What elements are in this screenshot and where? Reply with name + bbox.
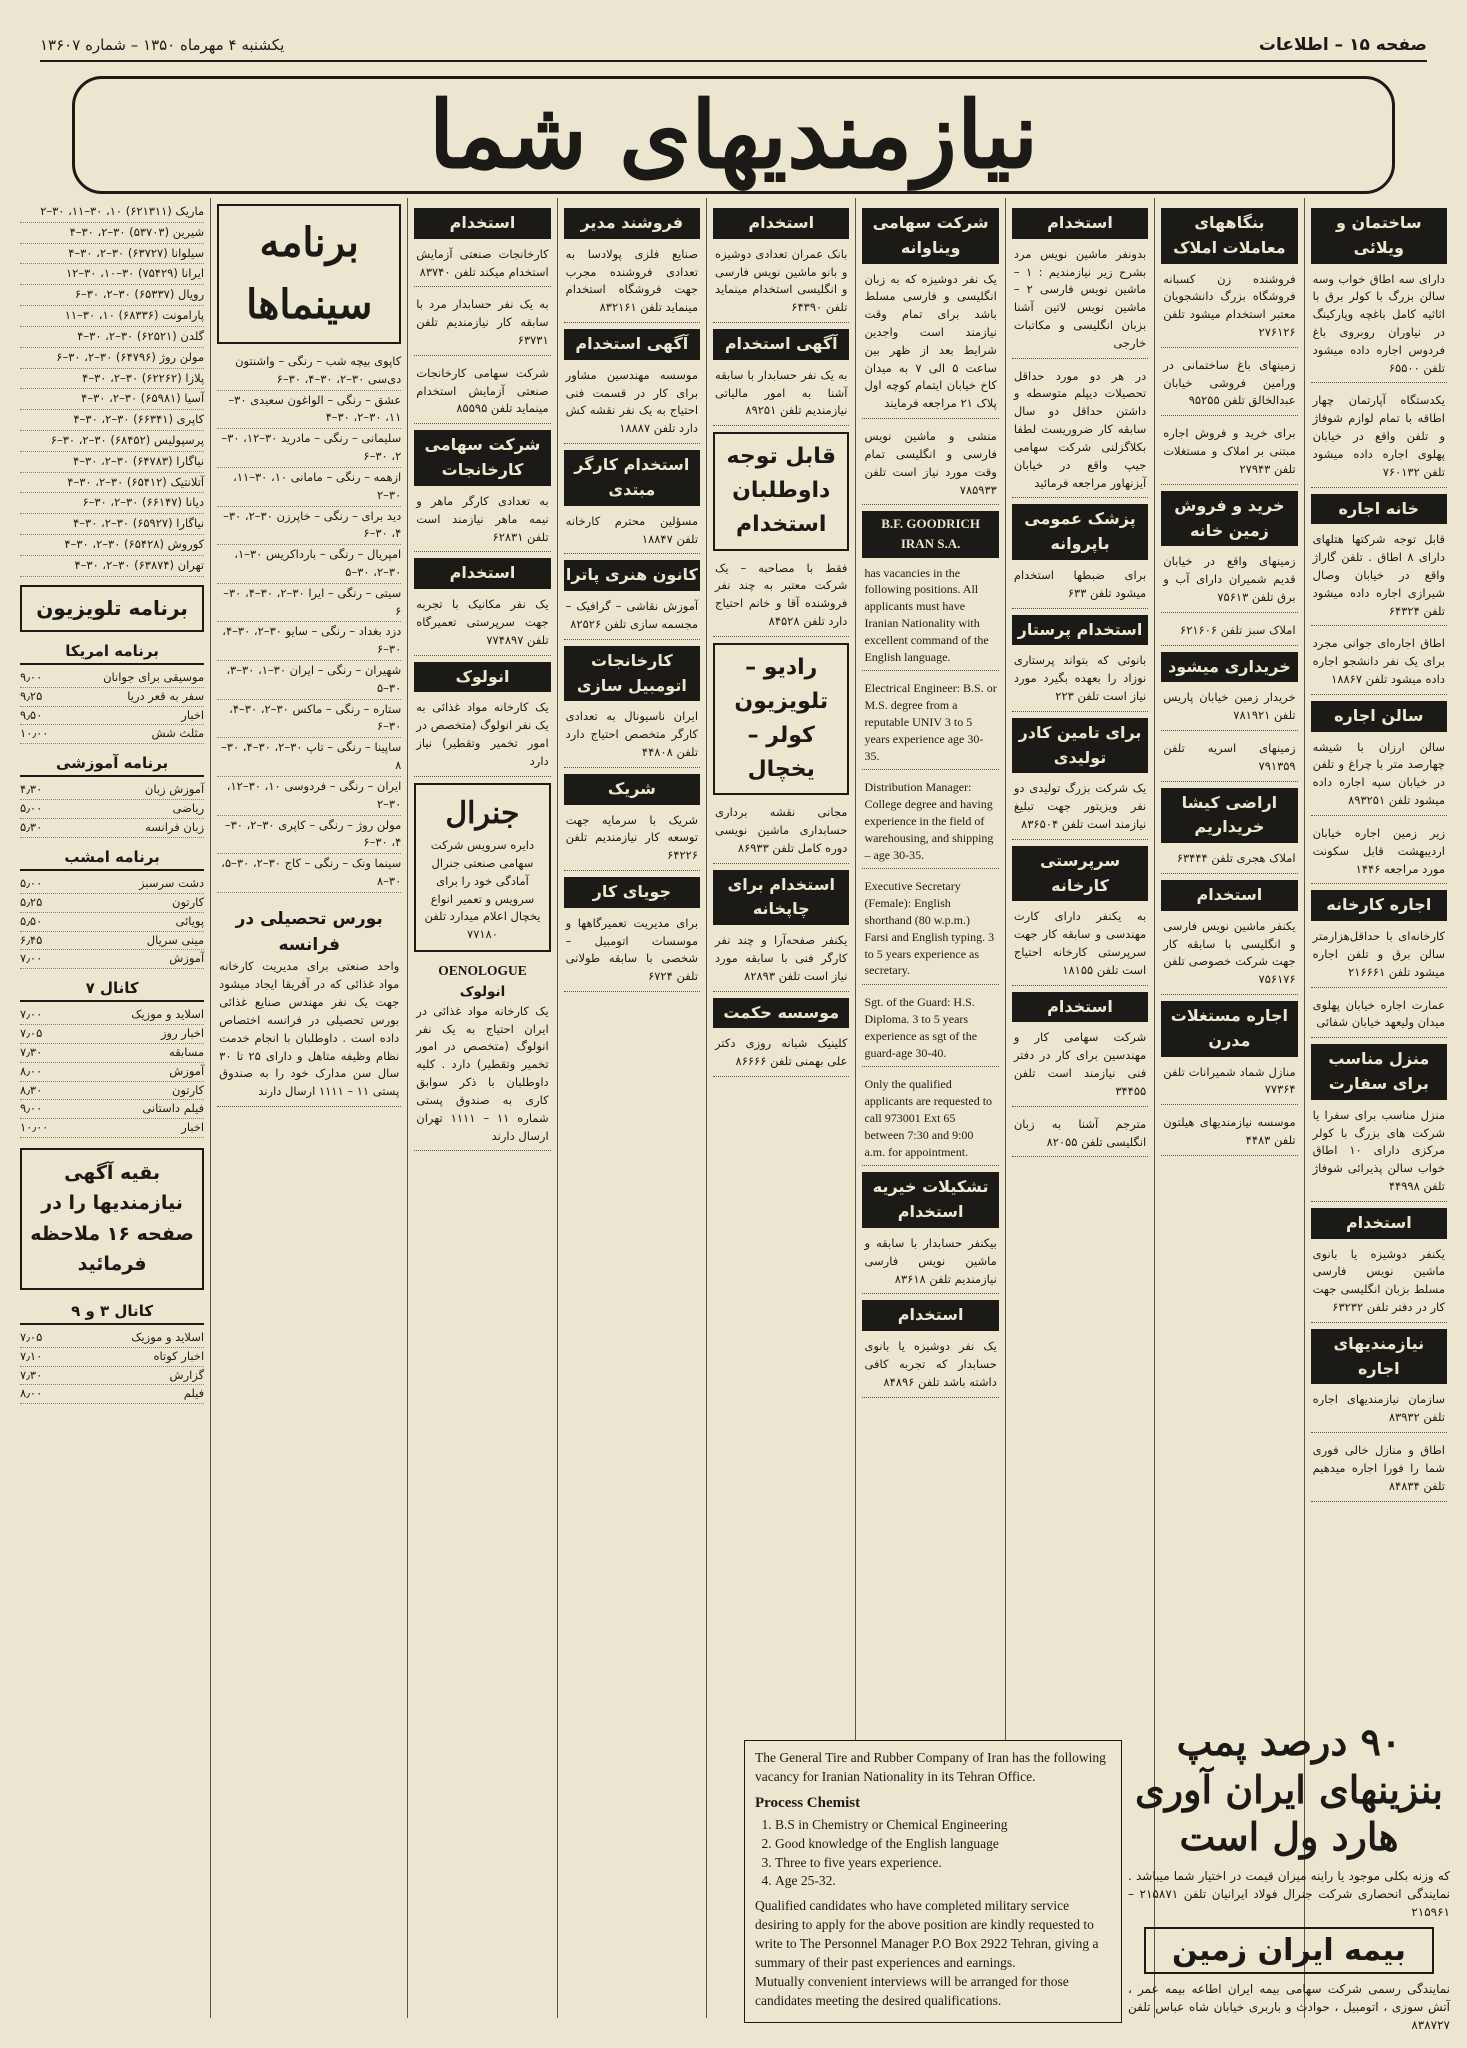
section-heading: استخدام xyxy=(713,208,849,239)
ad-item: عمارت اجاره خیابان پهلوی میدان ولیعهد خیابان شفائی xyxy=(1311,994,1447,1039)
tv-program-time: ۷٫۰۵ xyxy=(20,1329,43,1344)
tv-program-row xyxy=(20,819,204,838)
tv-program-row xyxy=(20,913,204,932)
general-ad xyxy=(414,783,550,952)
tv-program-row xyxy=(20,1025,204,1044)
tv-program-row xyxy=(20,932,204,951)
ad-item: خریدار زمین خیابان پاریس تلفن ۷۸۱۹۲۱ xyxy=(1161,686,1297,731)
cinema-row: ساپینا – رنگی – تاپ ۳۰–۲، ۳۰–۴، ۳۰–۸ xyxy=(217,738,401,777)
ad-item: زیر زمین اجاره خیابان اردیبهشت قابل سکونت مورد مراجعه ۱۴۴۶ xyxy=(1311,822,1447,884)
ad-item: دارای سه اطاق خواب وسه سالن بزرگ با کولر برق با اثاثیه کامل باغچه وپارکینگ در نیاوران روبروی باغ فردوس اجاره داده میشود تلفن ۶۵۵۰۰ xyxy=(1311,268,1447,384)
cinema-row: دید برای – رنگی – خاپرزن ۳۰–۲، ۳۰–۴، ۳۰–۶ xyxy=(217,507,401,546)
ad-item: یک کارخانه مواد غذائی به یک نفر انولوگ (متخصص در امور تخمیر وتقطیر) نیاز دارد xyxy=(414,696,550,776)
tv-channel7-title: کانال ۷ xyxy=(20,977,204,1002)
tv-program-name: مسابقه xyxy=(169,1045,205,1059)
tv-program-time: ۹٫۲۵ xyxy=(20,688,43,703)
page-header xyxy=(40,30,1427,62)
tv-education-title: برنامه آموزشی xyxy=(20,752,204,777)
ad-item: املاک سبز تلفن ۶۲۱۶۰۶ xyxy=(1161,619,1297,646)
cinema-row: نیاگارا (۶۵۹۲۷) ۳۰–۲، ۳۰–۴ xyxy=(20,514,204,535)
tv-program-time: ۷٫۱۰ xyxy=(20,1348,43,1363)
ad-item: به تعدادی کارگر ماهر و نیمه ماهر نیازمند است تلفن ۶۲۸۳۱ xyxy=(414,490,550,552)
section-heading: شرکت سهامی کارخانجات xyxy=(414,430,550,486)
tv-program-row xyxy=(20,800,204,819)
ad-item: بدونفر ماشین نویس مرد بشرح زیر نیازمندیم : ۱ – ماشین نویس فارسی ۲ – ماشین نویس لاتین آشنا بزبان انگلیسی و مکاتبات خارجی xyxy=(1012,243,1148,359)
cinema-row: دزد بغداد – رنگی – سایو ۳۰–۲، ۳۰–۴، ۳۰–۶ xyxy=(217,622,401,661)
tv-program-time: ۷٫۰۰ xyxy=(20,1007,43,1022)
cinema-list xyxy=(217,352,401,893)
tv-program-name: فیلم xyxy=(183,1386,205,1401)
tv-program-row xyxy=(20,1119,204,1138)
column-7 xyxy=(407,198,556,2018)
cinema-row: مولن روژ (۶۴۷۹۶) ۳۰–۲، ۳۰–۶ xyxy=(20,348,204,369)
cinema-row: عشق – رنگی – الواغون سعیدی ۳۰–۱۱، ۳۰–۲، ۳۰–۴ xyxy=(217,391,401,430)
section-heading: اجاره کارخانه xyxy=(1311,890,1447,921)
section-heading: فروشند مدیر xyxy=(564,208,700,239)
page-label: صفحه ۱۵ – اطلاعات xyxy=(1258,35,1427,55)
ad-item: زمینهای اسریه تلفن ۷۹۱۳۵۹ xyxy=(1161,737,1297,782)
ad-item: یک نفر دوشیزه که به زبان انگلیسی و فارسی مسلط باشد برای تمام وقت نیازمند است واجدین شرایط بعد از ظهر بین ساعت ۵ الی ۷ به میدان کاخ خیابان ایتمام کوچه اول پلاک ۲۱ مراجعه فرمایند xyxy=(862,268,998,420)
tv-program-row xyxy=(20,875,204,894)
general-tire-requirements xyxy=(775,1816,1111,1892)
tv-program-time: ۹٫۵۰ xyxy=(20,707,43,722)
ad-item: یک نفر مکانیک با تجربه جهت سرپرستی تعمیرگاه تلفن ۷۷۴۸۹۷ xyxy=(414,593,550,655)
ad-item: has vacancies in the following positions. All applicants must have Iranian Nationality with excellent command of the English language. xyxy=(862,562,998,672)
cinema-row: شهیران – رنگی – ایران ۳۰–۱، ۳۰–۳، ۳۰–۵ xyxy=(217,661,401,700)
tv-channel39-title: کانال ۳ و ۹ xyxy=(20,1300,204,1325)
tv-program-row xyxy=(20,1367,204,1386)
tv-program-row xyxy=(20,1100,204,1119)
tv-program-name: اسلاید و موزیک xyxy=(131,1007,205,1022)
tv-program-time: ۸٫۳۰ xyxy=(20,1082,43,1097)
ad-item: Sgt. of the Guard: H.S. Diploma. 3 to 5 years experience as sgt of the guard-age 30-40. xyxy=(862,991,998,1067)
tv-program-row xyxy=(20,1385,204,1404)
section-heading: کانون هنری پاترا xyxy=(564,560,700,591)
ad-item: یک شرکت بزرگ تولیدی دو نفر ویزیتور جهت تبلیغ نیازمند است تلفن ۸۳۶۵۰۴ xyxy=(1012,777,1148,839)
section-heading: انولوک xyxy=(414,662,550,693)
bourse-ad xyxy=(217,903,401,1107)
promo-body: که وزنه بکلی موجود یا راینه میزان قیمت در اختیار شما میباشد . نمایندگی انحصاری شرکت جنرال فولاد ایرانیان تلفن ۲۱۵۸۷۱ – ۲۱۵۹۶۱ xyxy=(1128,1868,1450,1919)
tv-program-row xyxy=(20,669,204,688)
requirement-item: 4. Age 25-32. xyxy=(775,1872,1111,1891)
requirement-item: 1. B.S in Chemistry or Chemical Engineering xyxy=(775,1816,1111,1835)
tv-program-name: گزارش xyxy=(169,1367,205,1382)
column-8-cinema xyxy=(210,198,407,2018)
ad-item: Distribution Manager: College degree and having experience in the field of warehousing, and shipping – age 30-35. xyxy=(862,776,998,869)
oenologue-ad xyxy=(414,958,550,1151)
cinema-row: پرسپولیس (۶۸۴۵۲) ۳۰–۲، ۳۰–۶ xyxy=(20,431,204,452)
cinema-row: آتلانتیک (۶۵۴۱۲) ۳۰–۲، ۳۰–۴ xyxy=(20,473,204,494)
ad-item: املاک هجری تلفن ۶۳۴۴۴ xyxy=(1161,847,1297,874)
bourse-title: بورس تحصیلی در فرانسه xyxy=(235,908,383,956)
continuation-notice: بقیه آگهی نیازمندیها را در صفحه ۱۶ ملاحظه فرمائید xyxy=(20,1148,204,1290)
insurance-body: نمایندگی رسمی شرکت سهامی بیمه ایران اطاعه بیمه عمر ، آتش سوزی ، اتومبیل ، حوادث و باربری خیابان شاه عباس تلفن ۸۳۸۷۲۷ xyxy=(1128,1981,1450,2032)
section-heading: استخدام xyxy=(1311,1208,1447,1239)
cinema-row: نیاگارا (۶۴۷۸۳) ۳۰–۲، ۳۰–۴ xyxy=(20,452,204,473)
oenologue-title-en: OENOLOGUE xyxy=(438,962,527,978)
section-heading: استخدام پرستار xyxy=(1012,615,1148,646)
section-heading: استخدام xyxy=(414,558,550,589)
ad-item: Electrical Engineer: B.S. or M.S. degree from a reputable UNIV 3 to 5 years experience age 30-35. xyxy=(862,677,998,770)
cinema-row: سیتی – رنگی – ایرا ۳۰–۲، ۳۰–۴، ۳۰–۶ xyxy=(217,584,401,623)
date-line: یکشنبه ۴ مهرماه ۱۳۵۰ – شماره ۱۳۶۰۷ xyxy=(40,36,285,54)
general-tire-intro: The General Tire and Rubber Company of Iran has the following vacancy for Iranian Nationality in its Tehran Office. xyxy=(755,1750,1106,1784)
cinema-row: سیلوانا (۶۳۷۲۷) ۳۰–۲، ۳۰–۴ xyxy=(20,244,204,265)
ad-item: یکنفر صفحه‌آرا و چند نفر کارگر فنی با سابقه مورد نیاز است تلفن ۸۲۸۹۳ xyxy=(713,929,849,991)
tv-america-title: برنامه امریکا xyxy=(20,640,204,665)
cinema-row: کاپری (۶۶۳۴۱) ۳۰–۲، ۳۰–۴ xyxy=(20,410,204,431)
masthead-title: نیازمندیهای شما xyxy=(428,81,1039,189)
tv-program-time: ۷٫۳۰ xyxy=(20,1045,43,1059)
section-heading: خرید و فروش زمین خانه xyxy=(1161,491,1297,547)
tv-program-row xyxy=(20,1329,204,1348)
section-heading: موسسه حکمت xyxy=(713,998,849,1029)
ad-item: یکنفر دوشیزه یا بانوی ماشین نویس فارسی مسلط بزبان انگلیسی جهت کار در دفتر تلفن ۶۳۲۳۲ xyxy=(1311,1243,1447,1323)
section-heading: برای تامین کادر تولیدی xyxy=(1012,718,1148,774)
tv-program-time: ۵٫۰۰ xyxy=(20,876,43,891)
tv-program-time: ۹٫۰۰ xyxy=(20,1101,43,1116)
cinema-row: رویال (۶۵۳۳۷) ۳۰–۲، ۳۰–۶ xyxy=(20,285,204,306)
ad-item: مسؤلین محترم کارخانه تلفن ۱۸۸۴۷ xyxy=(564,510,700,555)
section-heading: شریک xyxy=(564,774,700,805)
requirement-item: 2. Good knowledge of the English language xyxy=(775,1835,1111,1854)
cinema-row: امپریال – رنگی – بارداکریس ۳۰–۱، ۳۰–۲، ۳۰–۵ xyxy=(217,545,401,584)
general-text: دایره سرویس شرکت سهامی صنعتی جنرال آمادگی خود را برای سرویس و تعمیر انواع یخچال اعلام میدارد تلفن ۷۷۱۸۰ xyxy=(424,838,541,942)
ad-item: موسسه نیازمندیهای هیلتون تلفن ۴۴۸۳ xyxy=(1161,1111,1297,1156)
section-heading: خریداری میشود xyxy=(1161,652,1297,683)
tv-program-row xyxy=(20,1348,204,1367)
cinema-row: ازهمه – رنگی – مامانی ۱۰، ۳۰–۱۱، ۳۰–۲ xyxy=(217,468,401,507)
section-heading: B.F. GOODRICH IRAN S.A. xyxy=(862,511,998,557)
tv-program-time: ۴٫۳۰ xyxy=(20,782,43,797)
ad-item: در هر دو مورد حداقل تحصیلات دیپلم متوسطه و داشتن حداقل دو سال سابقه کار ضروریست لطفا بکلاگزلنی شرکت سهامی جیپ واقع در خیابان آیزنهاور مراجعه فرمائید xyxy=(1012,365,1148,499)
tv-program-name: آموزش xyxy=(169,1063,205,1078)
tv-program-row xyxy=(20,781,204,800)
cinema-row: کاپوی بیچه شب – رنگی – واشنتون دی‌سی ۳۰–۲، ۳۰–۴، ۳۰–۶ xyxy=(217,352,401,391)
ad-item: اطاق و منازل خالی فوری شما را فورا اجاره میدهیم تلفن ۸۴۸۳۴ xyxy=(1311,1439,1447,1501)
section-heading: خانه اجاره xyxy=(1311,494,1447,525)
tv-channel39-list xyxy=(20,1329,204,1404)
ad-item: منشی و ماشین نویس فارسی و انگلیسی تمام وقت مورد نیاز است تلفن ۷۸۵۹۳۳ xyxy=(862,425,998,505)
cinema-list-2 xyxy=(20,202,204,577)
section-heading: رادیو – تلویزیون کولر – یخچال xyxy=(713,643,849,795)
column-7-ads xyxy=(414,208,550,777)
tv-program-row xyxy=(20,725,204,744)
tv-program-row xyxy=(20,707,204,726)
ad-item: برای مدیریت تعمیرگاهها و موسسات اتومبیل – شخصی با سابقه طولانی تلفن ۶۷۲۴ xyxy=(564,912,700,992)
general-tire-closing: Qualified candidates who have completed military service desiring to apply for the above position are kindly requested to write to The Personnel Manager P.O Box 2922 Tehran, giving a summary of their past experiences and earnings. xyxy=(755,1898,1099,1971)
tv-education-list xyxy=(20,781,204,837)
ad-item: سالن ارزان با شیشه چهارصد متر با چراغ و تلفن در خیابان سپه اجاره داده میشود تلفن ۸۹۳۲۵۱ xyxy=(1311,736,1447,816)
tv-tonight-title: برنامه امشب xyxy=(20,846,204,871)
general-tire-job: Process Chemist xyxy=(755,1794,861,1811)
section-heading: استخدام xyxy=(414,208,550,239)
section-heading: سرپرستی کارخانه xyxy=(1012,846,1148,902)
cinema-row: ماریک (۶۲۱۳۱۱) ۱۰، ۳۰–۱۱، ۳۰–۲ xyxy=(20,202,204,223)
requirement-item: 3. Three to five years experience. xyxy=(775,1854,1111,1873)
bourse-text: واحد صنعتی برای مدیریت کارخانه مواد غذائی که در آفریقا ایجاد میشود جهت یک نفر مهندس صنایع غذائی بورس تحصیلی در فرانسه اختصاص داده است . داوطلبان با انجام خدمت نظام وظیفه متاهل و دارای ۲۵ تا ۳۰ سال سن مدارک خود را به صندوق پستی ۱۱ – ۱۱۱۱ ارسال دارند xyxy=(219,959,400,1099)
cinema-row: آسیا (۶۵۹۸۱) ۳۰–۲، ۳۰–۴ xyxy=(20,389,204,410)
cinema-row: دیانا (۶۶۱۴۷) ۳۰–۲، ۳۰–۶ xyxy=(20,493,204,514)
masthead xyxy=(72,76,1395,194)
section-heading: استخدام xyxy=(1012,992,1148,1023)
tv-program-name: مینی سریال xyxy=(146,932,205,947)
cinema-row: پارامونت (۶۸۳۳۶) ۱۰، ۳۰–۱۱ xyxy=(20,306,204,327)
ad-item: زمینهای باغ ساختمانی در ورامین فروشی خیابان عبدالخالق تلفن ۹۵۲۵۵ xyxy=(1161,354,1297,416)
oenologue-title-fa: انولوک xyxy=(459,983,506,1000)
ad-item: قابل توجه شرکتها هتلهای دارای ۸ اطاق . تلفن گاراژ واقع در خیابان وصال شیرازی اجاره داده میشود تلفن ۶۴۳۲۴ xyxy=(1311,528,1447,626)
cinema-row: ستاره – رنگی – ماکس ۳۰–۲، ۳۰–۴، ۳۰–۶ xyxy=(217,700,401,739)
ad-item: یکدستگاه آپارتمان چهار اطاقه با تمام لوازم شوفاژ و تلفن واقع در خیابان پهلوی اجاره داده میشود تلفن ۷۶۰۱۳۲ xyxy=(1311,389,1447,487)
tv-program-name: اسلاید و موزیک xyxy=(131,1329,205,1344)
tv-program-time: ۸٫۰۰ xyxy=(20,1063,43,1078)
ad-item: بانک عمران تعدادی دوشیزه و بانو ماشین نویس فارسی و انگلیسی استخدام مینماید تلفن ۶۴۳۹۰ xyxy=(713,243,849,323)
ad-item: Only the qualified applicants are requested to call 973001 Ext 65 between 7:30 and 9:00 a.m. for appointment. xyxy=(862,1073,998,1166)
cinema-row: شیرین (۵۳۷۰۳) ۳۰–۲، ۳۰–۴ xyxy=(20,223,204,244)
section-heading: استخدام xyxy=(862,1300,998,1331)
ad-item: فقط با مصاحبه – یک شرکت معتبر به چند نفر فروشنده آقا و خانم احتیاج دارد تلفن ۸۴۵۲۸ xyxy=(713,557,849,637)
tv-program-row xyxy=(20,688,204,707)
tv-program-row xyxy=(20,1082,204,1101)
section-heading: تشکیلات خیریه استخدام xyxy=(862,1172,998,1228)
tv-program-time: ۷٫۰۵ xyxy=(20,1026,43,1041)
cinema-row: پلازا (۶۲۲۶۲) ۳۰–۲، ۳۰–۴ xyxy=(20,369,204,390)
column-6 xyxy=(557,198,706,2018)
section-heading: کارخانجات اتومبیل سازی xyxy=(564,646,700,702)
ad-item: کارخانه‌ای با حداقل‌هزارمتر سالن برق و تلفن اجاره میشود تلفن ۲۱۶۶۶۱ xyxy=(1311,925,1447,987)
section-heading: نیازمندیهای اجاره xyxy=(1311,1329,1447,1385)
ad-item: برای خرید و فروش اجاره مبتنی بر املاک و مستغلات تلفن ۲۷۹۴۳ xyxy=(1161,422,1297,484)
section-heading: استخدام xyxy=(1012,208,1148,239)
tv-program-row xyxy=(20,1063,204,1082)
ad-item: منازل شماد شمیرانات تلفن ۷۷۳۶۴ xyxy=(1161,1061,1297,1106)
tv-program-time: ۱۰٫۰۰ xyxy=(20,1120,49,1135)
tv-program-time: ۷٫۰۰ xyxy=(20,951,43,966)
section-heading: شرکت سهامی ویناوانه xyxy=(862,208,998,264)
tv-program-name: اخبار xyxy=(181,1120,205,1135)
section-heading: پزشک عمومی باپروانه xyxy=(1012,504,1148,560)
tv-program-row xyxy=(20,950,204,969)
section-heading: سالن اجاره xyxy=(1311,701,1447,732)
ad-item: منزل مناسب برای سفرا یا شرکت های بزرگ با کولر مرکزی دارای ۱۰ اطاق خواب سالن پذیرائی شوفاژ تلفن ۴۴۹۹۸ xyxy=(1311,1104,1447,1202)
tv-program-name: اخبار کوتاه xyxy=(153,1348,205,1363)
cinema-row: سینما ونک – رنگی – کاج ۳۰–۲، ۳۰–۵، ۳۰–۸ xyxy=(217,854,401,893)
ad-item: کلینیک شبانه روزی دکتر علی بهمنی تلفن ۸۶۶۶۶ xyxy=(713,1032,849,1077)
tv-program-time: ۶٫۴۵ xyxy=(20,932,43,947)
ad-item: شرکت سهامی کارخانجات صنعتی آزمایش استخدام مینماید تلفن ۸۵۵۹۵ xyxy=(414,362,550,424)
tv-tonight-list xyxy=(20,875,204,969)
section-heading: اراضی کیشا خریداریم xyxy=(1161,788,1297,844)
tv-program-name: آموزش xyxy=(169,951,205,966)
promo-block xyxy=(1124,1712,1454,2032)
tv-program-name: اخبار xyxy=(181,707,205,722)
ad-item: به یک نفر حسابدار مرد با سابقه کار نیازمندیم تلفن ۶۳۷۳۱ xyxy=(414,293,550,355)
tv-program-name: موسیقی برای جوانان xyxy=(103,669,205,684)
general-tire-footer: Mutually convenient interviews will be arranged for those candidates meeting the desired qualifications. xyxy=(755,1973,1069,2008)
tv-program-name: فیلم داستانی xyxy=(142,1101,205,1116)
ad-item: به یکنفر دارای کارت مهندسی و سابقه کار جهت سرپرستی کارخانه احتیاج است تلفن ۱۸۱۵۵ xyxy=(1012,905,1148,985)
section-heading: استخدام کارگر مبتدی xyxy=(564,450,700,506)
cinema-row: کوروش (۶۵۴۲۸) ۳۰–۲، ۳۰–۴ xyxy=(20,535,204,556)
tv-program-time: ۹٫۰۰ xyxy=(20,669,43,684)
tv-program-name: کارتون xyxy=(172,1082,205,1097)
cinema-row: سلیمانی – رنگی – مادرید ۳۰–۱۲، ۳۰–۲، ۳۰–۶ xyxy=(217,429,401,468)
section-heading: آگهی استخدام xyxy=(564,329,700,360)
tv-program-time: ۱۰٫۰۰ xyxy=(20,726,49,741)
cinema-row: ایران – رنگی – فردوسی ۱۰، ۳۰–۱۲، ۳۰–۲ xyxy=(217,777,401,816)
tv-program-name: زبان فرانسه xyxy=(145,820,205,834)
ad-item: بانوئی که بتواند پرستاری نوزاد را بعهده بگیرد مورد نیاز است تلفن ۲۲۳ xyxy=(1012,649,1148,711)
cinema-row: تهران (۶۳۸۷۴) ۳۰–۲، ۳۰–۴ xyxy=(20,556,204,577)
ad-item: زمینهای واقع در خیابان قدیم شمیران دارای آب و برق تلفن ۷۵۶۱۳ xyxy=(1161,550,1297,612)
tv-program-time: ۵٫۰۰ xyxy=(20,801,43,816)
oenologue-text: یک کارخانه مواد غذائی در ایران احتیاج به یک نفر انولوگ (متخصص در امور تخمیر وتقطیر) دارد . کلیه داوطلبان با ذکر سوابق کاری به صندوق پستی شماره ۱۱ – ۱۱۱۱ تهران ارسال دارند xyxy=(416,1003,549,1143)
tv-program-name: دشت سرسبز xyxy=(139,876,205,891)
ad-item: به یک نفر حسابدار با سابقه آشنا به امور مالیاتی نیازمندیم تلفن ۸۹۲۵۱ xyxy=(713,364,849,426)
tv-program-name: مثلث شش xyxy=(151,726,205,741)
ad-item: یکنفر ماشین نویس فارسی و انگلیسی با سابقه کار جهت شرکت خصوصی تلفن ۷۵۶۱۷۶ xyxy=(1161,915,1297,995)
section-heading: قابل توجه داوطلبان استخدام xyxy=(713,432,849,550)
cinema-title: برنامه سینماها xyxy=(217,204,401,344)
section-heading: بنگاههای معاملات املاک xyxy=(1161,208,1297,264)
ad-item: فروشنده زن کسبانه فروشگاه بزرگ دانشجویان معتبر استخدام میشود تلفن ۲۷۶۱۲۶ xyxy=(1161,268,1297,348)
tv-program-name: آموزش زبان xyxy=(144,782,205,797)
tv-title: برنامه تلویزیون xyxy=(20,585,204,632)
tv-program-name: سفر به قعر دریا xyxy=(127,688,205,703)
ad-item: مجانی نقشه برداری حسابداری ماشین نویسی دوره کامل تلفن ۸۶۹۳۳ xyxy=(713,801,849,863)
cinema-row: گلدن (۶۲۵۲۱) ۳۰–۲، ۳۰–۴ xyxy=(20,327,204,348)
tv-program-name: کارتون xyxy=(172,894,205,909)
section-heading: استخدام xyxy=(1161,880,1297,911)
tv-program-name: ریاضی xyxy=(172,801,205,816)
ad-item: برای ضبطها استخدام میشود تلفن ۶۳۳ xyxy=(1012,564,1148,609)
ad-item: شرکت سهامی کار و مهندسین برای کار در دفتر فنی نیازمند است تلفن ۳۴۴۵۵ xyxy=(1012,1026,1148,1106)
ad-item: Executive Secretary (Female): English shorthand (80 w.p.m.) Farsi and English typing. 3 to 5 years experience as secretary. xyxy=(862,875,998,985)
ad-item: مترجم آشنا به زبان انگلیسی تلفن ۸۲۰۵۵ xyxy=(1012,1113,1148,1158)
tv-program-row xyxy=(20,1006,204,1025)
tv-channel7-list xyxy=(20,1006,204,1138)
ad-item: آموزش نقاشی – گرافیک – مجسمه سازی تلفن ۸۲۵۲۶ xyxy=(564,595,700,640)
tv-program-time: ۵٫۲۵ xyxy=(20,894,43,909)
ad-item: موسسه مهندسین مشاور برای کار در قسمت فنی احتیاج به یک نفر نقشه کش دارد تلفن ۱۸۸۸۷ xyxy=(564,364,700,444)
section-heading: اجاره مستغلات مدرن xyxy=(1161,1001,1297,1057)
tv-program-time: ۵٫۵۰ xyxy=(20,913,43,928)
ad-item: کارخانجات صنعتی آزمایش استخدام میکند تلفن ۸۳۷۴۰ xyxy=(414,243,550,288)
cinema-row: مولن روژ – رنگی – کاپری ۳۰–۲، ۳۰–۴، ۳۰–۶ xyxy=(217,816,401,855)
ad-item: ایران ناسیونال به تعدادی کارگر متخصص احتیاج دارد تلفن ۴۴۸۰۸ xyxy=(564,705,700,767)
tv-program-time: ۸٫۰۰ xyxy=(20,1386,43,1401)
cinema-row: ایرانا (۷۵۴۲۹) ۳۰–۱۰، ۳۰–۱۲ xyxy=(20,264,204,285)
general-tire-ad xyxy=(744,1740,1122,2023)
promo-headline: ۹۰ درصد پمپ بنزینهای ایران آوری هارد ول است xyxy=(1135,1719,1443,1859)
tv-program-time: ۷٫۳۰ xyxy=(20,1367,43,1382)
ad-item: سازمان نیازمندیهای اجاره تلفن ۸۳۹۳۲ xyxy=(1311,1388,1447,1433)
section-heading: ساختمان و ویلائی xyxy=(1311,208,1447,264)
general-title: جنرال xyxy=(445,795,520,831)
ad-item: صنایع فلزی پولادسا به تعدادی فروشنده مجرب جهت فروشگاه استخدام مینماید تلفن ۸۳۲۱۶۱ xyxy=(564,243,700,323)
column-9-tv xyxy=(14,198,210,2018)
insurance-title: بیمه ایران زمین xyxy=(1144,1927,1434,1974)
tv-program-time: ۵٫۳۰ xyxy=(20,820,43,834)
ad-item: اطاق اجاره‌ای جوانی مجرد برای یک نفر دانشجو اجاره داده میشود تلفن ۱۸۸۶۷ xyxy=(1311,632,1447,694)
tv-program-name: پویائی xyxy=(175,913,205,928)
section-heading: منزل مناسب برای سفارت xyxy=(1311,1044,1447,1100)
tv-america-list xyxy=(20,669,204,744)
section-heading: استخدام برای چاپخانه xyxy=(713,870,849,926)
section-heading: جویای کار xyxy=(564,877,700,908)
tv-program-row xyxy=(20,894,204,913)
tv-program-row xyxy=(20,1044,204,1063)
ad-item: یک نفر دوشیزه یا بانوی حسابدار که تجربه کافی داشته باشد تلفن ۸۴۸۹۶ xyxy=(862,1335,998,1397)
ad-item: شریک با سرمایه جهت توسعه کار نیازمندیم تلفن ۶۴۲۲۶ xyxy=(564,809,700,871)
ad-item: بیکنفر حسابدار با سابقه و ماشین نویس فارسی نیازمندیم تلفن ۸۳۶۱۸ xyxy=(862,1232,998,1294)
section-heading: آگهی استخدام xyxy=(713,329,849,360)
tv-program-name: اخبار روز xyxy=(160,1026,205,1041)
